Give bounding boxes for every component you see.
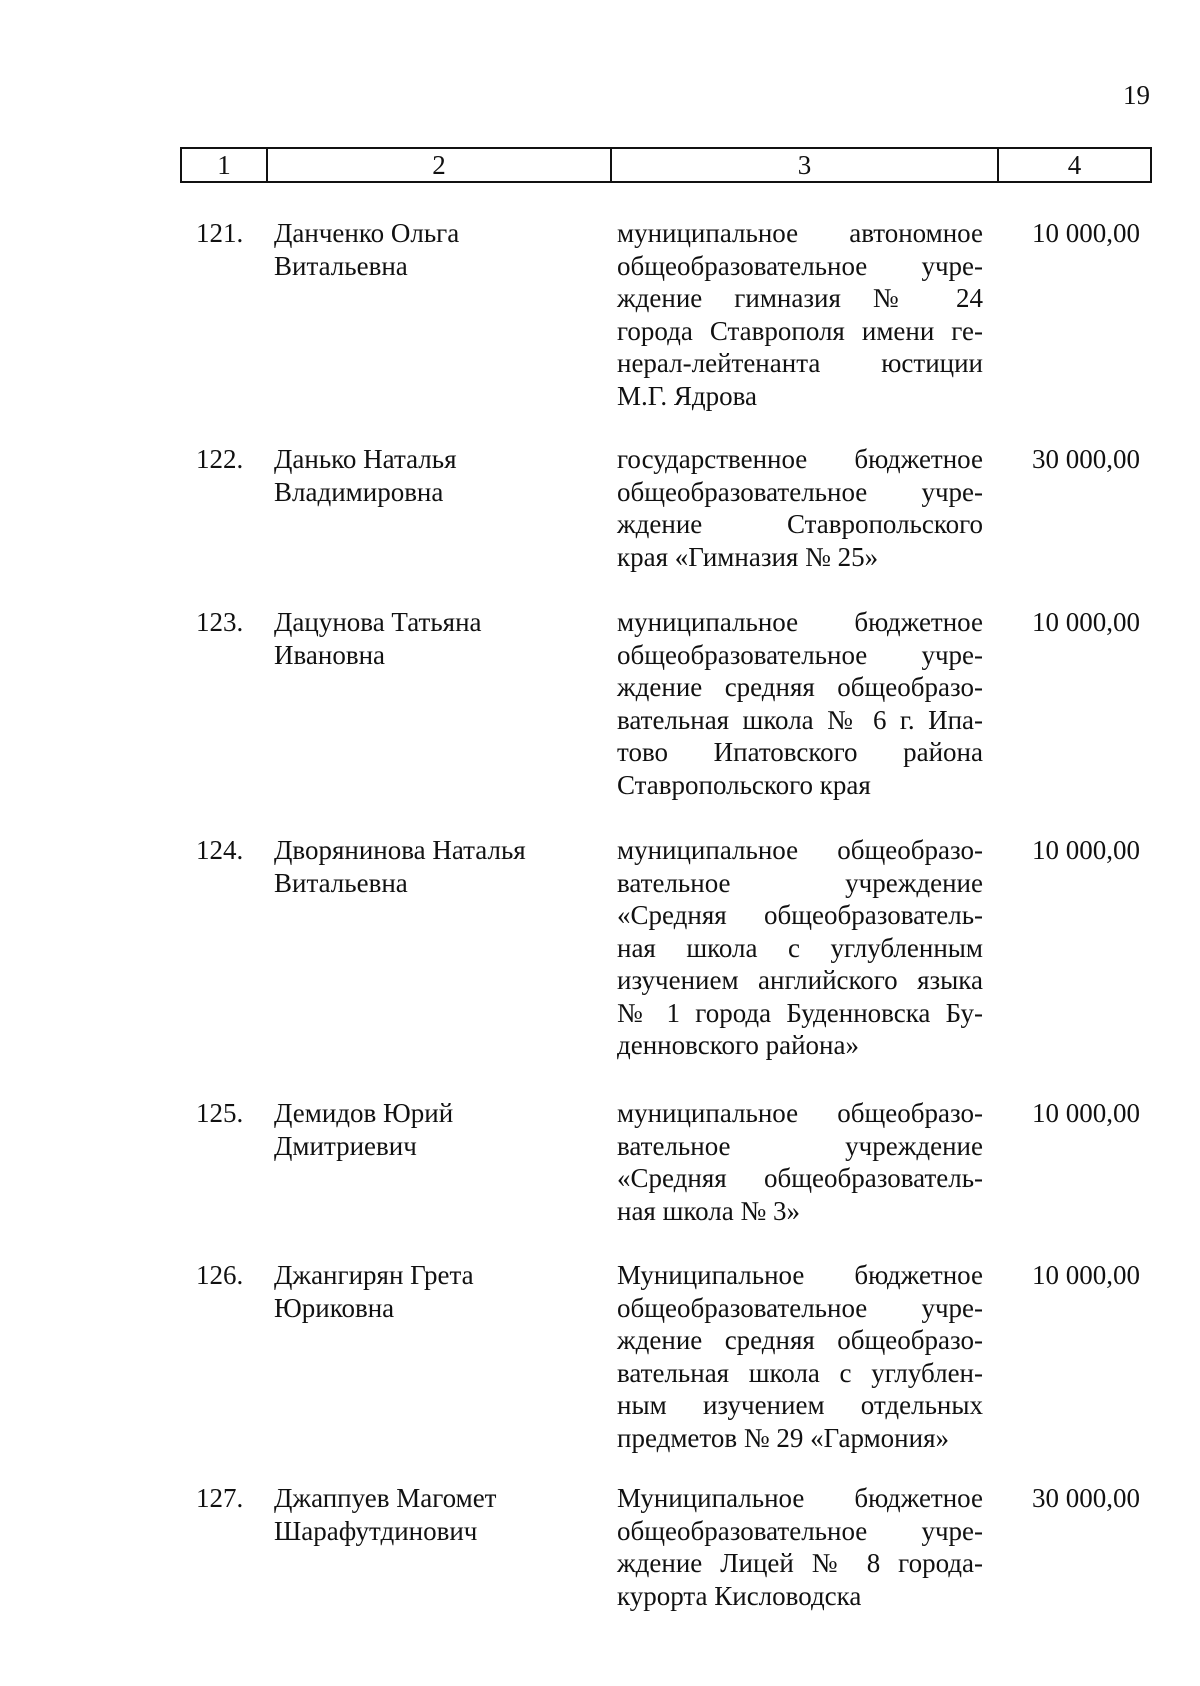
amount: 30 000,00 xyxy=(1032,1483,1140,1513)
amount: 10 000,00 xyxy=(1032,1260,1140,1290)
row-number: 125. xyxy=(196,1098,244,1128)
org-line: курорта Кисловодска xyxy=(617,1580,862,1611)
amount: 10 000,00 xyxy=(1032,607,1140,637)
organization xyxy=(617,834,983,1062)
organization xyxy=(617,1259,983,1454)
page-number: 19 xyxy=(1123,80,1150,110)
column-header-row xyxy=(181,148,1151,182)
organization xyxy=(617,443,983,573)
org-line: ным изучением отдельных xyxy=(617,1390,983,1420)
organization xyxy=(617,217,983,412)
org-line: муниципальное бюджетное xyxy=(617,607,983,637)
org-line: муниципальное автономное xyxy=(617,218,983,248)
name-line: Данько Наталья xyxy=(274,444,457,474)
org-line: ждение средняя общеобразо- xyxy=(617,672,983,702)
org-line: изучением английского языка xyxy=(617,965,983,995)
name-line: Ивановна xyxy=(274,639,386,670)
org-line: муниципальное общеобразо- xyxy=(617,1098,983,1128)
org-line: ждение средняя общеобразо- xyxy=(617,1325,983,1355)
org-line: ная школа с углубленным xyxy=(617,932,983,963)
name-line: Дворянинова Наталья xyxy=(274,835,526,865)
name-line: Джаппуев Магомет xyxy=(274,1483,497,1513)
org-line: вательная школа № 6 г. Ипа- xyxy=(617,704,983,735)
amount: 10 000,00 xyxy=(1032,1098,1140,1128)
org-line: денновского района» xyxy=(617,1030,859,1060)
name-line: Шарафутдинович xyxy=(274,1515,478,1546)
row-number: 121. xyxy=(196,218,244,248)
org-line: муниципальное общеобразо- xyxy=(617,835,983,865)
organization xyxy=(617,606,983,801)
amount: 10 000,00 xyxy=(1032,835,1140,865)
name-line: Витальевна xyxy=(274,867,408,898)
org-line: вательное учреждение xyxy=(617,867,983,898)
org-line: ждение гимназия № 24 xyxy=(617,283,983,313)
row-number: 127. xyxy=(196,1483,244,1513)
org-line: М.Г. Ядрова xyxy=(617,380,757,411)
name-line: Владимировна xyxy=(274,476,444,507)
org-line: предметов № 29 «Гармония» xyxy=(617,1422,950,1453)
org-line: общеобразовательное учре- xyxy=(617,250,983,281)
column-header-3: 3 xyxy=(611,148,998,182)
org-line: вательная школа с углублен- xyxy=(617,1357,983,1388)
column-header-2: 2 xyxy=(267,148,611,182)
org-line: Муниципальное бюджетное xyxy=(617,1483,983,1513)
name-line: Дацунова Татьяна xyxy=(274,607,482,637)
org-line: «Средняя общеобразователь- xyxy=(617,1163,983,1193)
org-line: нерал-лейтенанта юстиции xyxy=(617,348,983,378)
row-number: 124. xyxy=(196,835,244,865)
org-line: Муниципальное бюджетное xyxy=(617,1260,983,1290)
org-line: вательное учреждение xyxy=(617,1130,983,1161)
org-line: города Ставрополя имени ге- xyxy=(617,315,983,346)
amount: 30 000,00 xyxy=(1032,444,1140,474)
column-header-table xyxy=(180,147,1152,183)
org-line: ная школа № 3» xyxy=(617,1195,801,1226)
organization xyxy=(617,1097,983,1227)
recipient-name xyxy=(274,217,574,282)
row-number: 126. xyxy=(196,1260,244,1290)
org-line: тово Ипатовского района xyxy=(617,737,983,767)
org-line: общеобразовательное учре- xyxy=(617,1292,983,1323)
column-header-4: 4 xyxy=(1067,150,1082,180)
org-line: государственное бюджетное xyxy=(617,444,983,474)
organization xyxy=(617,1482,983,1612)
recipient-name xyxy=(274,606,574,671)
recipient-name xyxy=(274,1259,574,1324)
org-line: общеобразовательное учре- xyxy=(617,1515,983,1546)
recipient-name xyxy=(274,443,574,508)
name-line: Юриковна xyxy=(274,1292,395,1323)
name-line: Витальевна xyxy=(274,250,408,281)
recipient-name xyxy=(274,1097,574,1162)
recipient-name xyxy=(274,1482,574,1547)
row-number: 123. xyxy=(196,607,244,637)
org-line: ждение Ставропольского xyxy=(617,509,983,539)
org-line: общеобразовательное учре- xyxy=(617,639,983,670)
org-line: Ставропольского края xyxy=(617,769,871,800)
amount: 10 000,00 xyxy=(1032,218,1140,248)
recipient-name xyxy=(274,834,574,899)
name-line: Дмитриевич xyxy=(274,1130,417,1161)
org-line: «Средняя общеобразователь- xyxy=(617,900,983,930)
row-number: 122. xyxy=(196,444,244,474)
org-line: общеобразовательное учре- xyxy=(617,476,983,507)
column-header-1: 1 xyxy=(181,148,267,182)
org-line: края «Гимназия № 25» xyxy=(617,541,879,572)
org-line: ждение Лицей № 8 города- xyxy=(617,1548,983,1578)
name-line: Данченко Ольга xyxy=(274,218,460,248)
org-line: № 1 города Буденновска Бу- xyxy=(617,997,983,1028)
name-line: Джангирян Грета xyxy=(274,1260,474,1290)
name-line: Демидов Юрий xyxy=(274,1098,454,1128)
